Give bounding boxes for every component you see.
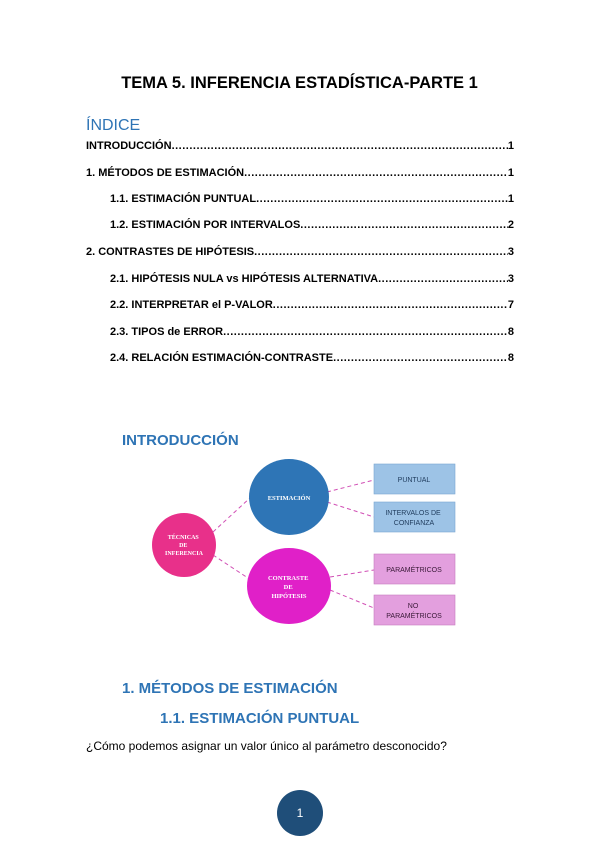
intervalos-box [374,502,455,532]
estimacion-label: ESTIMACIÓN [267,495,311,502]
no-parametricos-line-1: NO [407,603,419,610]
toc-entry-estimacion-puntual[interactable] [110,191,514,205]
page-number-badge [277,790,323,836]
toc-leader-dots [333,352,508,364]
toc-entry-page: 2 [507,219,514,231]
toc-entry-relacion[interactable] [110,350,514,364]
section-1-1-heading: 1.1. ESTIMACIÓN PUNTUAL [160,710,360,727]
connector-root-estimacion [213,497,251,532]
connector-root-contraste [213,555,251,580]
toc-entry-estimacion-intervalos[interactable] [110,217,514,231]
toc-entry-page: 8 [507,326,514,338]
toc-leader-dots [256,193,508,205]
toc-entry-metodos-estimacion[interactable] [86,165,514,179]
toc-leader-dots [172,140,508,152]
connector-contraste-parametricos [330,570,374,577]
toc-entry-label: 2.2. INTERPRETAR el P-VALOR [110,299,273,311]
no-parametricos-line-2: PARAMÉTRICOS [386,613,442,620]
toc-leader-dots [273,299,508,311]
no-parametricos-box [374,595,455,625]
intervalos-line-1: INTERVALOS DE [385,510,441,517]
introduccion-heading: INTRODUCCIÓN [122,432,239,449]
section-1-heading: 1. MÉTODOS DE ESTIMACIÓN [122,680,338,697]
toc-entry-contrastes[interactable] [86,244,514,258]
connector-estimacion-puntual [327,480,374,492]
toc-entry-p-valor[interactable] [110,297,514,311]
parametricos-label: PARAMÉTRICOS [386,567,442,574]
index-heading: ÍNDICE [86,117,141,134]
intervalos-line-2: CONFIANZA [393,520,435,527]
toc-entry-page: 3 [507,246,514,258]
toc-entry-label: 1.2. ESTIMACIÓN POR INTERVALOS [110,219,301,231]
toc-entry-tipos-error[interactable] [110,324,514,338]
tecnicas-inferencia-line-3: INFERENCIA [164,551,204,557]
contraste-line-2: DE [283,584,293,591]
tecnicas-inferencia-line-2: DE [179,543,188,549]
toc-entry-hipotesis[interactable] [110,271,514,285]
toc-leader-dots [378,273,508,285]
toc-entry-label: 2. CONTRASTES DE HIPÓTESIS [86,246,255,258]
tecnicas-inferencia-line-1: TÉCNICAS [167,535,199,541]
toc-entry-label: 2.4. RELACIÓN ESTIMACIÓN-CONTRASTE [110,352,334,364]
toc-entry-page: 7 [507,299,514,311]
inference-concept-diagram [140,455,470,635]
toc-entry-label: 1. MÉTODOS DE ESTIMACIÓN [86,167,245,179]
toc-leader-dots [300,219,508,231]
toc-leader-dots [223,326,508,338]
contraste-line-1: CONTRASTE [267,575,309,582]
toc-entry-page: 8 [507,352,514,364]
toc-entry-label: 2.1. HIPÓTESIS NULA vs HIPÓTESIS ALTERNATIVA [110,273,379,285]
toc-entry-page: 1 [507,167,514,179]
document-title: TEMA 5. INFERENCIA ESTADÍSTICA-PARTE 1 [121,74,478,92]
page-number: 1 [296,806,304,820]
toc-leader-dots [254,246,508,258]
toc-entry-label: 2.3. TIPOS de ERROR [110,326,224,338]
toc-entry-label: 1.1. ESTIMACIÓN PUNTUAL [110,193,257,205]
connector-contraste-no-parametricos [330,590,374,608]
toc-entry-page: 3 [507,273,514,285]
toc-entry-page: 1 [507,193,514,205]
puntual-label: PUNTUAL [397,477,431,484]
toc-leader-dots [244,167,508,179]
toc-entry-introduccion[interactable] [86,138,514,152]
toc-entry-label: INTRODUCCIÓN [86,140,172,152]
toc-entry-page: 1 [507,140,514,152]
body-question: ¿Cómo podemos asignar un valor único al parámetro desconocido? [86,739,447,753]
contraste-line-3: HIPÓTESIS [271,593,307,600]
connector-estimacion-intervalos [327,502,374,517]
